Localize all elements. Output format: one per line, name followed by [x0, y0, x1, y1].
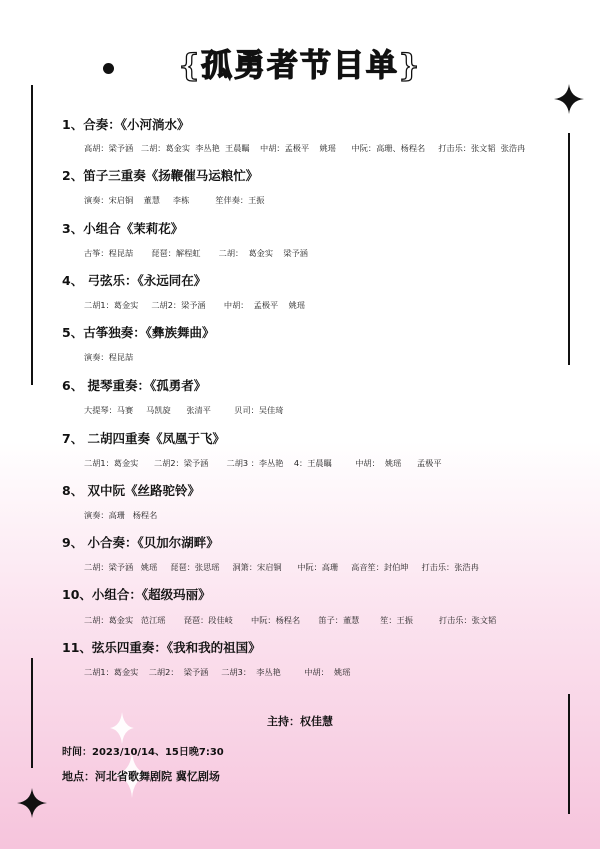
program-item-title: 5、古筝独奏：《彝族舞曲》: [62, 325, 215, 340]
program-item-title: 9、 小合奏：《贝加尔湖畔》: [62, 535, 219, 550]
program-item-performers: 演奏：程昆喆: [84, 352, 134, 362]
program-item-title: 2、笛子三重奏《扬鞭催马运粮忙》: [62, 168, 259, 183]
program-item-title: 4、 弓弦乐：《永远同在》: [62, 273, 207, 288]
show-time: 时间：2023/10/14、15日晚7:30: [62, 747, 224, 758]
venue: 地点：河北省歌舞剧院 冀忆剧场: [62, 770, 220, 783]
program-item-performers: 二胡1：葛金实 二胡2：梁予涵 二胡3 ：李丛艳 4：王晨瞩 中胡： 姚瑶 孟极平: [84, 458, 442, 468]
program-item-title: 8、 双中阮《丝路驼铃》: [62, 483, 201, 498]
program-item-performers: 古筝：程昆喆 琵琶：解程虹 二胡： 葛金实 梁予涵: [84, 248, 308, 258]
program-item-title: 7、 二胡四重奏《凤凰于飞》: [62, 431, 226, 446]
program-item-title: 3、小组合《茉莉花》: [62, 221, 184, 236]
program-item-performers: 二胡：葛金实 范江瑶 琵琶：段佳岐 中阮：杨程名 笛子：董慧 笙：王振 打击乐：张文韬: [84, 615, 497, 625]
page-title: {孤勇者节目单}: [179, 48, 421, 84]
program-item-performers: 二胡1：葛金实 二胡2：梁予涵 中胡： 孟极平 姚瑶: [84, 300, 306, 310]
program-item-performers: 演奏：高珊 杨程名: [84, 510, 158, 520]
program-item-title: 6、 提琴重奏：《孤勇者》: [62, 378, 207, 393]
program-item-title: 10、小组合：《超级玛丽》: [62, 587, 211, 602]
program-item-performers: 大提琴：马赛 马凯旋 张清平 贝司：吴佳琦: [84, 405, 284, 415]
program-item-performers: 高胡：梁予涵 二胡：葛金实 李丛艳 王晨瞩 中胡：孟极平 姚瑶 中阮：高珊、杨程名 打击乐：张文韬 张浩冉: [84, 143, 526, 153]
program-item-performers: 二胡1：葛金实 二胡2： 梁予涵 二胡3： 李丛艳 中胡： 姚瑶: [84, 667, 351, 677]
program-item-performers: 演奏：宋启铜 董慧 李栋 笙伴奏：王振: [84, 195, 265, 205]
program-item-title: 1、合奏：《小河淌水》: [62, 117, 190, 132]
program-item-title: 11、弦乐四重奏：《我和我的祖国》: [62, 640, 261, 655]
program-item-performers: 二胡：梁予涵 姚瑶 琵琶：张思瑶 洞箫：宋启铜 中阮：高珊 高音笙：封伯坤 打击乐：张浩冉: [84, 562, 479, 572]
host: 主持：权佳慧: [267, 715, 333, 728]
